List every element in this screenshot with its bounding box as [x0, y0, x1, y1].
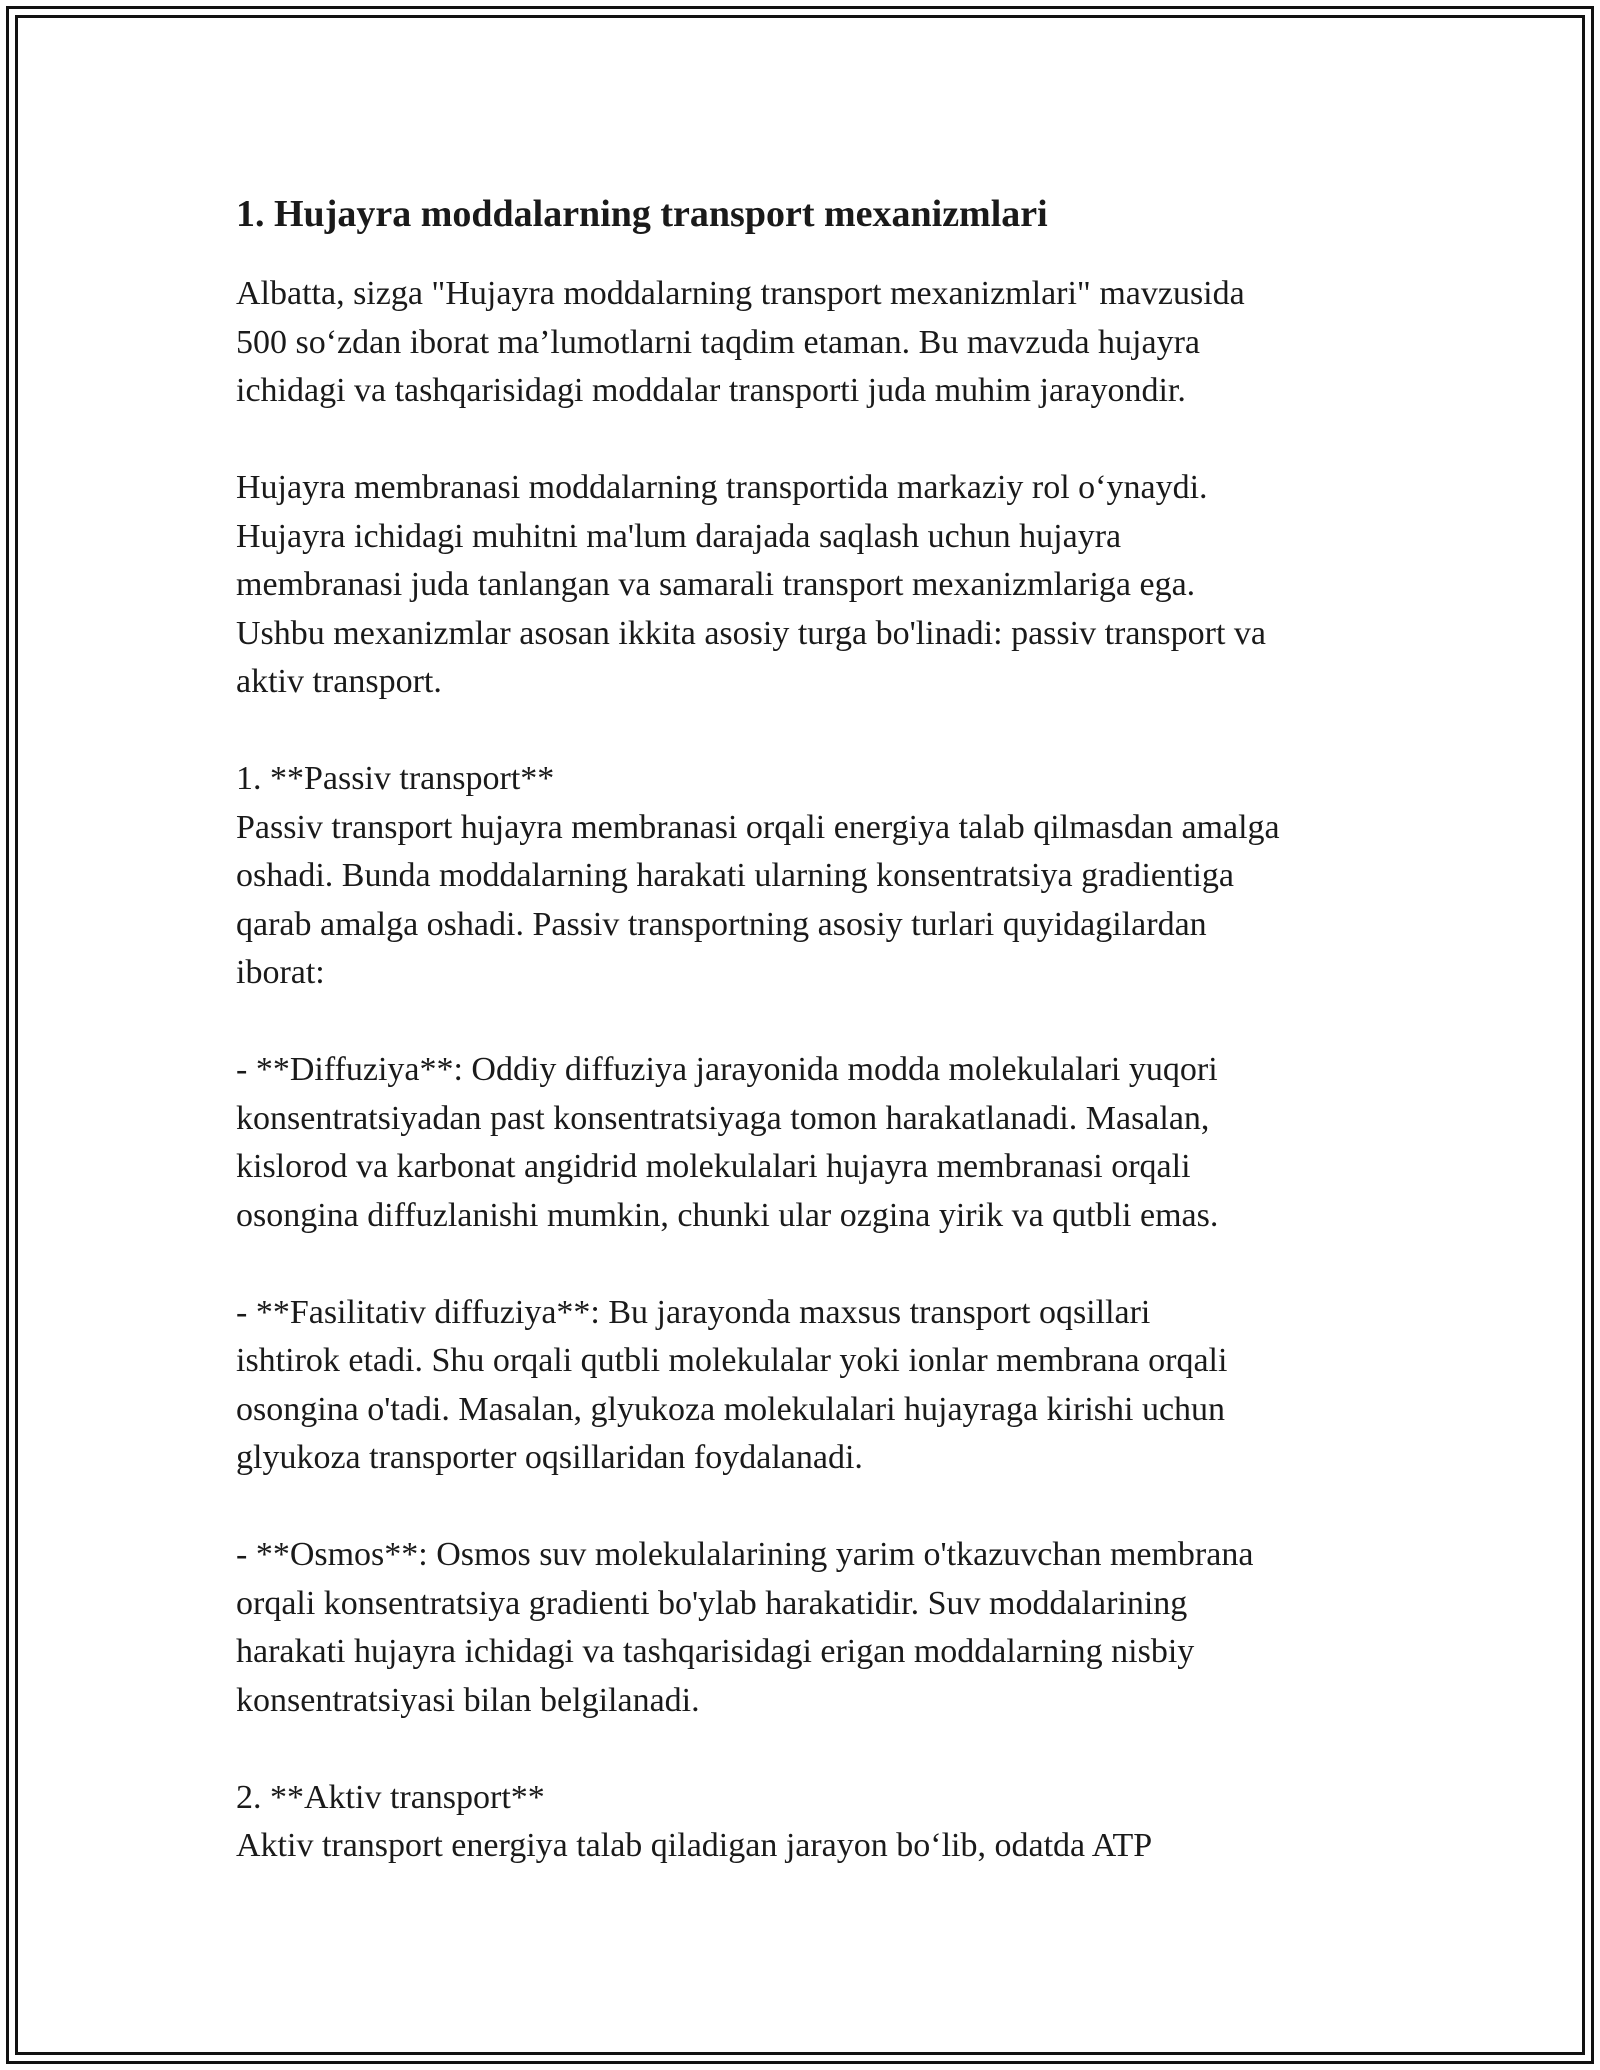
paragraph-gap [236, 1240, 1386, 1289]
paragraph-gap [236, 1483, 1386, 1532]
paragraph-passive-transport: 1. **Passiv transport** Passiv transport hujayra membranasi orqali energiya talab qilmasdan amalga oshadi. Bunda moddalarning harakati ularning konsentratsiya gradientiga qarab amalga oshadi. Passiv transportning asosiy turlari quyidagilardan iborat: [236, 760, 1280, 991]
paragraph-gap [236, 998, 1386, 1047]
paragraph-diffusion: - **Diffuziya**: Oddiy diffuziya jarayonida modda molekulalari yuqori konsentratsiyadan past konsentratsiyaga tomon harakatlanadi. Masalan, kislorod va karbonat angidrid molekulalari hujayra membranasi orqali osongina diffuzlanishi mumkin, chunki ular ozgina yirik va qutbli emas. [236, 1051, 1219, 1234]
paragraph-intro: Albatta, sizga "Hujayra moddalarning transport mexanizmlari" mavzusida 500 so‘zdan iborat ma’lumotlarni taqdim etaman. Bu mavzuda hujayra ichidagi va tashqarisidagi moddalar transporti juda muhim jarayondir. [236, 275, 1245, 409]
paragraph-membrane: Hujayra membranasi moddalarning transportida markaziy rol o‘ynaydi. Hujayra ichidagi muhitni ma'lum darajada saqlash uchun hujayra membranasi juda tanlangan va samarali transport mexanizmlariga ega. Ushbu mexanizmlar asosan ikkita asosiy turga bo'linadi: passiv transport va aktiv transport. [236, 469, 1267, 700]
paragraph-gap [236, 416, 1386, 465]
paragraph-gap [236, 1725, 1386, 1774]
paragraph-gap [236, 707, 1386, 756]
document-body [236, 186, 1386, 1871]
paragraph-facilitated-diffusion: - **Fasilitativ diffuziya**: Bu jarayonda maxsus transport oqsillari ishtirok etadi. Shu orqali qutbli molekulalar yoki ionlar membrana orqali osongina o'tadi. Masalan, glyukoza molekulalari hujayraga kirishi uchun glyukoza transporter oqsillaridan foydalanadi. [236, 1293, 1228, 1476]
paragraph-active-transport: 2. **Aktiv transport** Aktiv transport energiya talab qiladigan jarayon bo‘lib, odatda ATP [236, 1778, 1153, 1864]
document-title: 1. Hujayra moddalarning transport mexanizmlari [236, 193, 1048, 235]
paragraph-osmosis: - **Osmos**: Osmos suv molekulalarining yarim o'tkazuvchan membrana orqali konsentratsiya gradienti bo'ylab harakatidir. Suv moddalarining harakati hujayra ichidagi va tashqarisidagi erigan moddalarning nisbiy konsentratsiyasi bilan belgilanadi. [236, 1536, 1254, 1719]
